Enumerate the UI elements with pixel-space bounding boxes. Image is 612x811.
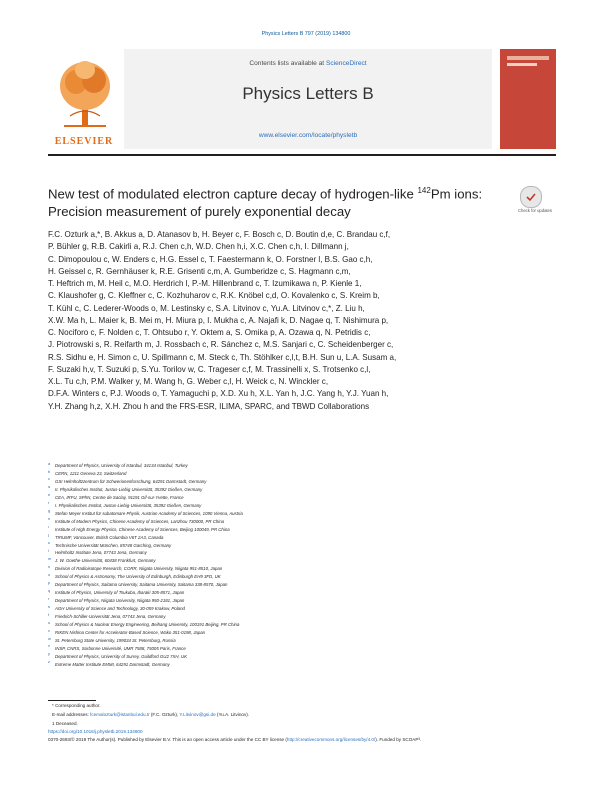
affiliation-item: p Department of Physics, Saitama University, Saitama University, Saitama 338-8570, Japan [48,581,228,588]
affiliation-text: GSI Helmholtzzentrum für Schwerionenforschung, 64291 Darmstadt, Germany [55,478,207,484]
title-part-1: New test of modulated electron capture decay of hydrogen-like [48,186,418,202]
copyright-suffix: ). Funded by SCOAP³. [375,737,422,742]
affiliation-text: Extreme Matter Institute EMMI, 64291 Darmstadt, Germany [55,661,170,667]
footnotes [52,701,552,728]
affiliation-text: Division of Radioisotope Research, CORR, Niigata University, Niigata 951-8510, Japan [55,566,223,572]
affiliation-item: w St. Petersburg State University, 199034 St. Petersburg, Russia [48,636,176,643]
cover-subtitle-bar [507,63,537,66]
affiliation-item: d II. Physikalisches Institut, Justus-Liebig Universität, 35392 Gießen, Germany [48,485,203,492]
affiliation-text: I. Physikalisches Institut, Justus-Liebig-Universität, 35392 Gießen, Germany [55,502,202,508]
title-superscript: 142 [417,186,431,195]
affiliation-text: Department of Physics, Saitama University, Saitama University, Saitama 338-8570, Japan [55,582,228,588]
copyright-notice [48,736,558,744]
affiliation-item: y Department of Physics, University of Surrey, Guildford GU2 7XH, UK [48,652,187,659]
affiliation-item: l Helmholtz Institute Jena, 07743 Jena, Germany [48,549,147,556]
title-part-2: Pm ions: Precision measurement of purely exponential decay [48,186,483,219]
affiliation-item: j TRIUMF, Vancouver, British Columbia V6T 2A3, Canada [48,533,164,540]
bottom-info [48,728,558,744]
affiliation-text: RIKEN Nishina Center for Accelerator-Based Science, Wako 351-0198, Japan [55,630,206,636]
affiliation-item: e CEA, IRFU, SPhN, Centre de Saclay, 91191 Gif-sur-Yvette, France [48,493,184,500]
affiliation-text: J. W. Goethe-Universität, 60438 Frankfurt, Germany [55,558,156,564]
check-updates-icon[interactable] [520,186,542,208]
affiliation-text: Department of Physics, Niigata University, Niigata 950-2181, Japan [55,598,185,604]
affiliation-item: q Institute of Physics, University of Tsukuba, Ibaraki 305-8571, Japan [48,589,185,596]
affiliation-item: b CERN, 1211 Geneva 23, Switzerland [48,469,127,476]
author-line: C. Dimopoulou c, W. Enders c, H.G. Essel c, T. Faestermann k, O. Forstner l, B.S. Gao c,h, [48,254,373,264]
email-owner-2: (Yu.A. Litvinov). [215,712,250,717]
affiliation-list [48,462,558,669]
affiliation-item: r Department of Physics, Niigata University, Niigata 950-2181, Japan [48,597,185,604]
affiliation-text: CEA, IRFU, SPhN, Centre de Saclay, 91191 Gif-sur-Yvette, France [55,494,184,500]
check-updates-glyph-icon [521,187,541,207]
cover-title-bar [507,56,549,60]
affiliation-text: INSP, CNRS, Sorbonne Université, UMR 7588, 75005 Paris, France [55,645,186,651]
affiliation-text: Institute of High Energy Physics, Chinese Academy of Sciences, Beijing 100049, PR China [55,526,230,532]
check-updates-label[interactable]: Check for updates [518,208,552,213]
affiliation-text: CERN, 1211 Geneva 23, Switzerland [55,470,127,476]
author-line: D.F.A. Winters c, P.J. Woods o, T. Yamaguchi p, X.D. Xu h, X.L. Yan h, J.C. Yang h, Y.J. Yuan h, [48,389,389,399]
affiliation-text: Technische Universität München, 85748 Garching, Germany [55,542,172,548]
affiliation-item: x INSP, CNRS, Sorbonne Université, UMR 7588, 75005 Paris, France [48,644,186,651]
author-line: T. Kühl c, C. Lederer-Woods o, M. Lestinsky c, S.A. Litvinov c, Yu.A. Litvinov c,*, Z. Liu h, [48,303,365,313]
contents-prefix: Contents lists available at [249,60,326,67]
affiliation-text: Institute of Physics, University of Tsukuba, Ibaraki 305-8571, Japan [55,590,185,596]
affiliation-item: i Institute of High Energy Physics, Chinese Academy of Sciences, Beijing 100049, PR China [48,525,230,532]
corresponding-author-note: * Corresponding author. [52,703,101,708]
email-link-ozturk[interactable]: fcemalozturk@istanbul.edu.tr [90,712,150,717]
affiliation-item: a Department of Physics, University of Istanbul, 34134 Istanbul, Turkey [48,462,188,468]
affiliation-text: Institute of Modern Physics, Chinese Academy of Sciences, Lanzhou 730000, PR China [55,518,225,524]
affiliation-item: z Extreme Matter Institute EMMI, 64291 Darmstadt, Germany [48,660,170,667]
affiliation-item: o School of Physics & Astronomy, The University of Edinburgh, Edinburgh EH9 3FD, UK [48,573,221,580]
affiliation-item: t Friedrich-Schiller-Universität Jena, 07743 Jena, Germany [48,613,166,620]
author-line: T. Heftrich m, M. Heil c, M.O. Herdrich l, P.-M. Hillenbrand c, T. Izumikawa n, P. Kienle 1, [48,279,362,288]
affiliation-text: II. Physikalisches Institut, Justus-Liebig Universität, 35392 Gießen, Germany [55,486,203,492]
affiliation-item: m J. W. Goethe-Universität, 60438 Frankfurt, Germany [48,557,156,564]
affiliation-text: AGH University of Science and Technology, 30-059 Krakow, Poland [55,606,185,612]
tree-logo-icon [56,56,114,130]
author-line: P. Bühler g, R.B. Cakirli a, R.J. Chen c,h, W.D. Chen h,i, X.C. Chen c,h, I. Dillmann j, [48,242,349,252]
journal-name: Physics Letters B [242,84,374,103]
email-link-litvinov[interactable]: Y.Litvinov@gsi.de [179,712,216,717]
affiliation-item: h Institute of Modern Physics, Chinese Academy of Sciences, Lanzhou 730000, PR China [48,517,225,524]
affiliation-item: u School of Physics & Nuclear Energy Engineering, Beihang University, 100191 Beijing, PR China [48,621,240,628]
sciencedirect-link[interactable]: ScienceDirect [325,60,367,67]
journal-url-link[interactable]: www.elsevier.com/locate/physletb [258,132,358,139]
affiliation-text: Department of Physics, University of Istanbul, 34134 Istanbul, Turkey [55,463,188,468]
elsevier-wordmark: ELSEVIER [54,136,114,147]
author-line: H. Geissel c, R. Gernhäuser k, R.E. Grisenti c,m, A. Gumberidze c, S. Hagmann c,m, [48,266,351,276]
email-prefix: E-mail addresses: [52,712,91,717]
affiliation-item: c GSI Helmholtzzentrum für Schwerionenforschung, 64291 Darmstadt, Germany [48,477,207,484]
author-line: C. Nociforo c, F. Nolden c, T. Ohtsubo r, Y. Oktem a, S. Omika p, A. Ozawa q, N. Petridis c, [48,328,371,337]
license-link[interactable]: http://creativecommons.org/licenses/by/4.0/ [286,737,376,742]
affiliation-item: k Technische Universität München, 85748 Garching, Germany [48,541,172,548]
doi-link[interactable]: https://doi.org/10.1016/j.physletb.2019.134800 [48,729,143,734]
elsevier-logo[interactable] [48,49,120,149]
affiliation-text: Helmholtz Institute Jena, 07743 Jena, Germany [55,550,147,556]
contents-line [124,60,492,67]
author-line: R.S. Sidhu e, H. Simon c, U. Spillmann c, M. Steck c, Th. Stöhlker c,l,t, B.H. Sun u, L.A. Susam a, [48,352,397,362]
author-list [48,229,558,413]
author-line: Y.H. Zhang h,z, X.H. Zhou h and the FRS-ESR, ILIMA, SPARC, and TBWD Collaborations [48,401,370,411]
journal-citation[interactable]: Physics Letters B 797 (2019) 134800 [261,31,351,37]
header-divider [48,154,556,156]
affiliation-text: St. Petersburg State University, 199034 St. Petersburg, Russia [55,637,176,643]
affiliation-item: v RIKEN Nishina Center for Accelerator-Based Science, Wako 351-0198, Japan [48,629,206,636]
affiliation-item: f I. Physikalisches Institut, Justus-Liebig-Universität, 35392 Gießen, Germany [48,501,202,508]
affiliation-text: Department of Physics, University of Surrey, Guildford GU2 7XH, UK [55,653,187,659]
copyright-prefix: 0370-2693/© 2019 The Author(s). Published by Elsevier B.V. This is an open access article under the CC BY license ( [48,737,287,742]
affiliation-item: s AGH University of Science and Technology, 30-059 Krakow, Poland [48,605,185,612]
deceased-note: 1 Deceased. [52,721,78,726]
article-title [48,182,496,221]
affiliation-text: Friedrich-Schiller-Universität Jena, 07743 Jena, Germany [55,614,166,620]
author-line: F.C. Ozturk a,*, B. Akkus a, D. Atanasov b, H. Beyer c, F. Bosch c, D. Boutin d,e, C. Brandau c,f, [48,230,391,239]
email-note [52,710,552,719]
affiliation-text: TRIUMF, Vancouver, British Columbia V6T 2A3, Canada [55,534,164,540]
affiliation-text: School of Physics & Nuclear Energy Engineering, Beihang University, 100191 Beijing, PR China [55,622,240,628]
author-line: J. Piotrowski s, R. Reifarth m, J. Rossbach c, R. Sánchez c, M.S. Sanjari c, C. Scheidenberger c, [48,340,394,350]
affiliation-item: n Division of Radioisotope Research, CORR, Niigata University, Niigata 951-8510, Japan [48,565,223,572]
email-owner-1: (F.C. Ozturk), [149,712,180,717]
affiliation-item: g Stefan Meyer Institut für subatomare Physik, Austrian Academy of Sciences, 1090 Vienna, Austria [48,509,243,516]
affiliation-text: Stefan Meyer Institut für subatomare Physik, Austrian Academy of Sciences, 1090 Vienna, Austria [55,510,243,516]
affiliation-text: School of Physics & Astronomy, The University of Edinburgh, Edinburgh EH9 3FD, UK [55,574,221,580]
author-line: X.L. Tu c,h, P.M. Walker y, M. Wang h, G. Weber c,l, H. Weick c, N. Winckler c, [48,377,329,386]
author-line: C. Klaushofer g, C. Kleffner c, C. Kozhuharov c, R.K. Knöbel c,d, O. Kovalenko c, S. Kreim b, [48,291,380,301]
author-line: F. Suzaki h,v, T. Suzuki p, S.Yu. Torilov w, C. Trageser c,f, M. Trassinelli x, S. Trotsenko c,l, [48,364,371,374]
author-line: X.W. Ma h, L. Maier k, B. Mei m, H. Miura p, I. Mukha c, A. Najafi k, D. Nagae q, T. Nishimura p, [48,315,389,325]
